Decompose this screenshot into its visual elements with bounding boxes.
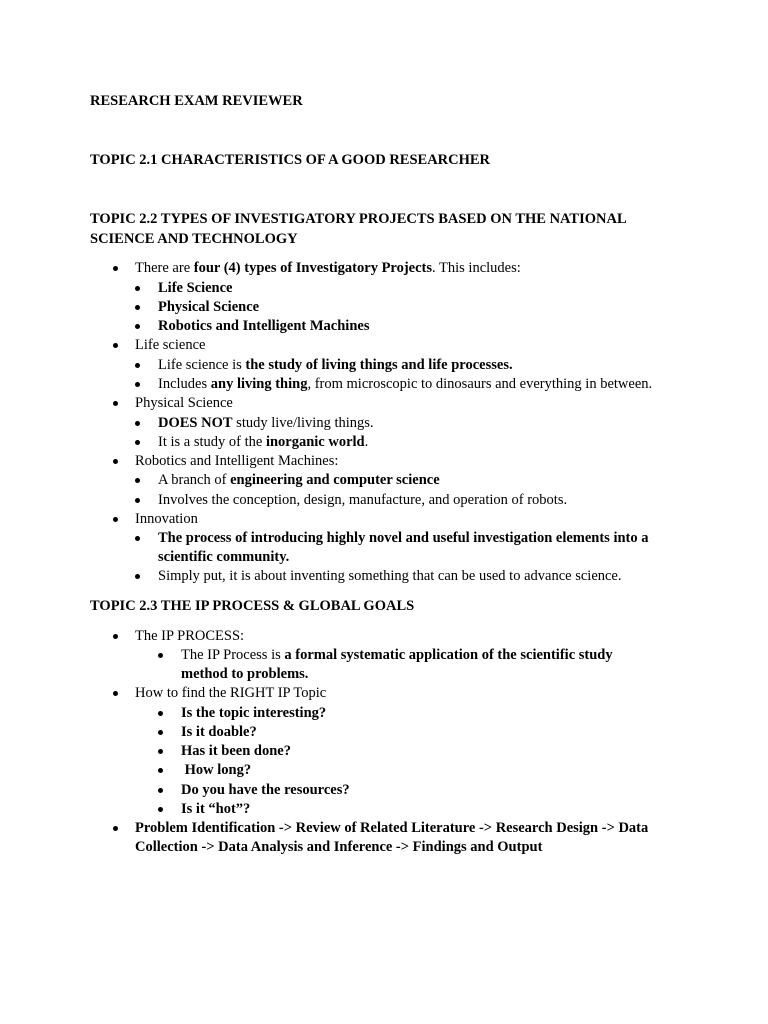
bullet-icon xyxy=(113,266,118,271)
list-item-innovation: Innovation xyxy=(135,511,198,527)
bullet-icon xyxy=(135,536,140,541)
topic-2-2-heading-line1: TOPIC 2.2 TYPES OF INVESTIGATORY PROJECTS BASED ON THE NATIONAL xyxy=(90,211,627,227)
bullet-icon xyxy=(113,691,118,696)
list-item-process-flow: Problem Identification -> Review of Related Literature -> Research Design -> Data xyxy=(135,820,649,836)
bullet-icon xyxy=(158,711,163,716)
list-item-detail: Includes any living thing, from microscopic to dinosaurs and everything in between. xyxy=(158,376,653,392)
list-item-detail: Involves the conception, design, manufacture, and operation of robots. xyxy=(158,492,568,508)
bullet-icon xyxy=(135,574,140,579)
list-item-detail: The process of introducing highly novel and useful investigation elements into a xyxy=(158,530,649,546)
list-item-process-flow-cont: Collection -> Data Analysis and Inference -> Findings and Output xyxy=(135,839,543,855)
list-item-type: Robotics and Intelligent Machines xyxy=(158,318,370,334)
list-item-find-topic: How to find the RIGHT IP Topic xyxy=(135,685,327,701)
bullet-icon xyxy=(113,634,118,639)
list-item-detail: Life science is the study of living things and life processes. xyxy=(158,357,513,373)
bullet-icon xyxy=(135,324,140,329)
bullet-icon xyxy=(135,498,140,503)
list-item-detail-cont: scientific community. xyxy=(158,549,290,565)
list-item-type: Life Science xyxy=(158,280,233,296)
bullet-icon xyxy=(135,382,140,387)
list-item-question: Is it “hot”? xyxy=(181,801,251,817)
list-item-detail-cont: method to problems. xyxy=(181,666,309,682)
list-item-question: Is the topic interesting? xyxy=(181,705,327,721)
list-item-detail: It is a study of the inorganic world. xyxy=(158,434,369,450)
bullet-icon xyxy=(135,478,140,483)
bullet-icon xyxy=(158,807,163,812)
list-item-detail: A branch of engineering and computer science xyxy=(158,472,440,488)
list-item-detail: The IP Process is a formal systematic application of the scientific study xyxy=(181,647,613,663)
bullet-icon xyxy=(158,768,163,773)
bullet-icon xyxy=(135,286,140,291)
bullet-icon xyxy=(113,459,118,464)
topic-2-3-heading: TOPIC 2.3 THE IP PROCESS & GLOBAL GOALS xyxy=(90,598,415,614)
bullet-icon xyxy=(135,363,140,368)
bullet-icon xyxy=(158,749,163,754)
list-item-type: Physical Science xyxy=(158,299,260,315)
bullet-icon xyxy=(113,517,118,522)
list-item-question: Is it doable? xyxy=(181,724,257,740)
list-item-physical-science: Physical Science xyxy=(135,395,233,411)
bullet-icon xyxy=(135,305,140,310)
list-item-ip-process: The IP PROCESS: xyxy=(135,628,245,644)
list-item-question: Do you have the resources? xyxy=(181,782,350,798)
list-item-life-science: Life science xyxy=(135,337,206,353)
list-item-question: Has it been done? xyxy=(181,743,291,759)
bullet-icon xyxy=(158,788,163,793)
bullet-icon xyxy=(113,343,118,348)
list-item-robotics: Robotics and Intelligent Machines: xyxy=(135,453,339,469)
bullet-icon xyxy=(158,730,163,735)
bullet-icon xyxy=(135,440,140,445)
topic-2-1-heading: TOPIC 2.1 CHARACTERISTICS OF A GOOD RESEARCHER xyxy=(90,152,491,168)
list-item-detail: DOES NOT study live/living things. xyxy=(158,415,374,431)
bullet-icon xyxy=(158,653,163,658)
bullet-icon xyxy=(113,401,118,406)
topic-2-2-heading-line2: SCIENCE AND TECHNOLOGY xyxy=(90,231,298,247)
list-item-detail: Simply put, it is about inventing something that can be used to advance science. xyxy=(158,568,622,584)
list-item-question: How long? xyxy=(181,762,252,778)
document-title: RESEARCH EXAM REVIEWER xyxy=(90,93,303,109)
bullet-icon xyxy=(135,421,140,426)
list-item-types-intro: There are four (4) types of Investigatory Projects. This includes: xyxy=(135,260,521,276)
bullet-icon xyxy=(113,826,118,831)
